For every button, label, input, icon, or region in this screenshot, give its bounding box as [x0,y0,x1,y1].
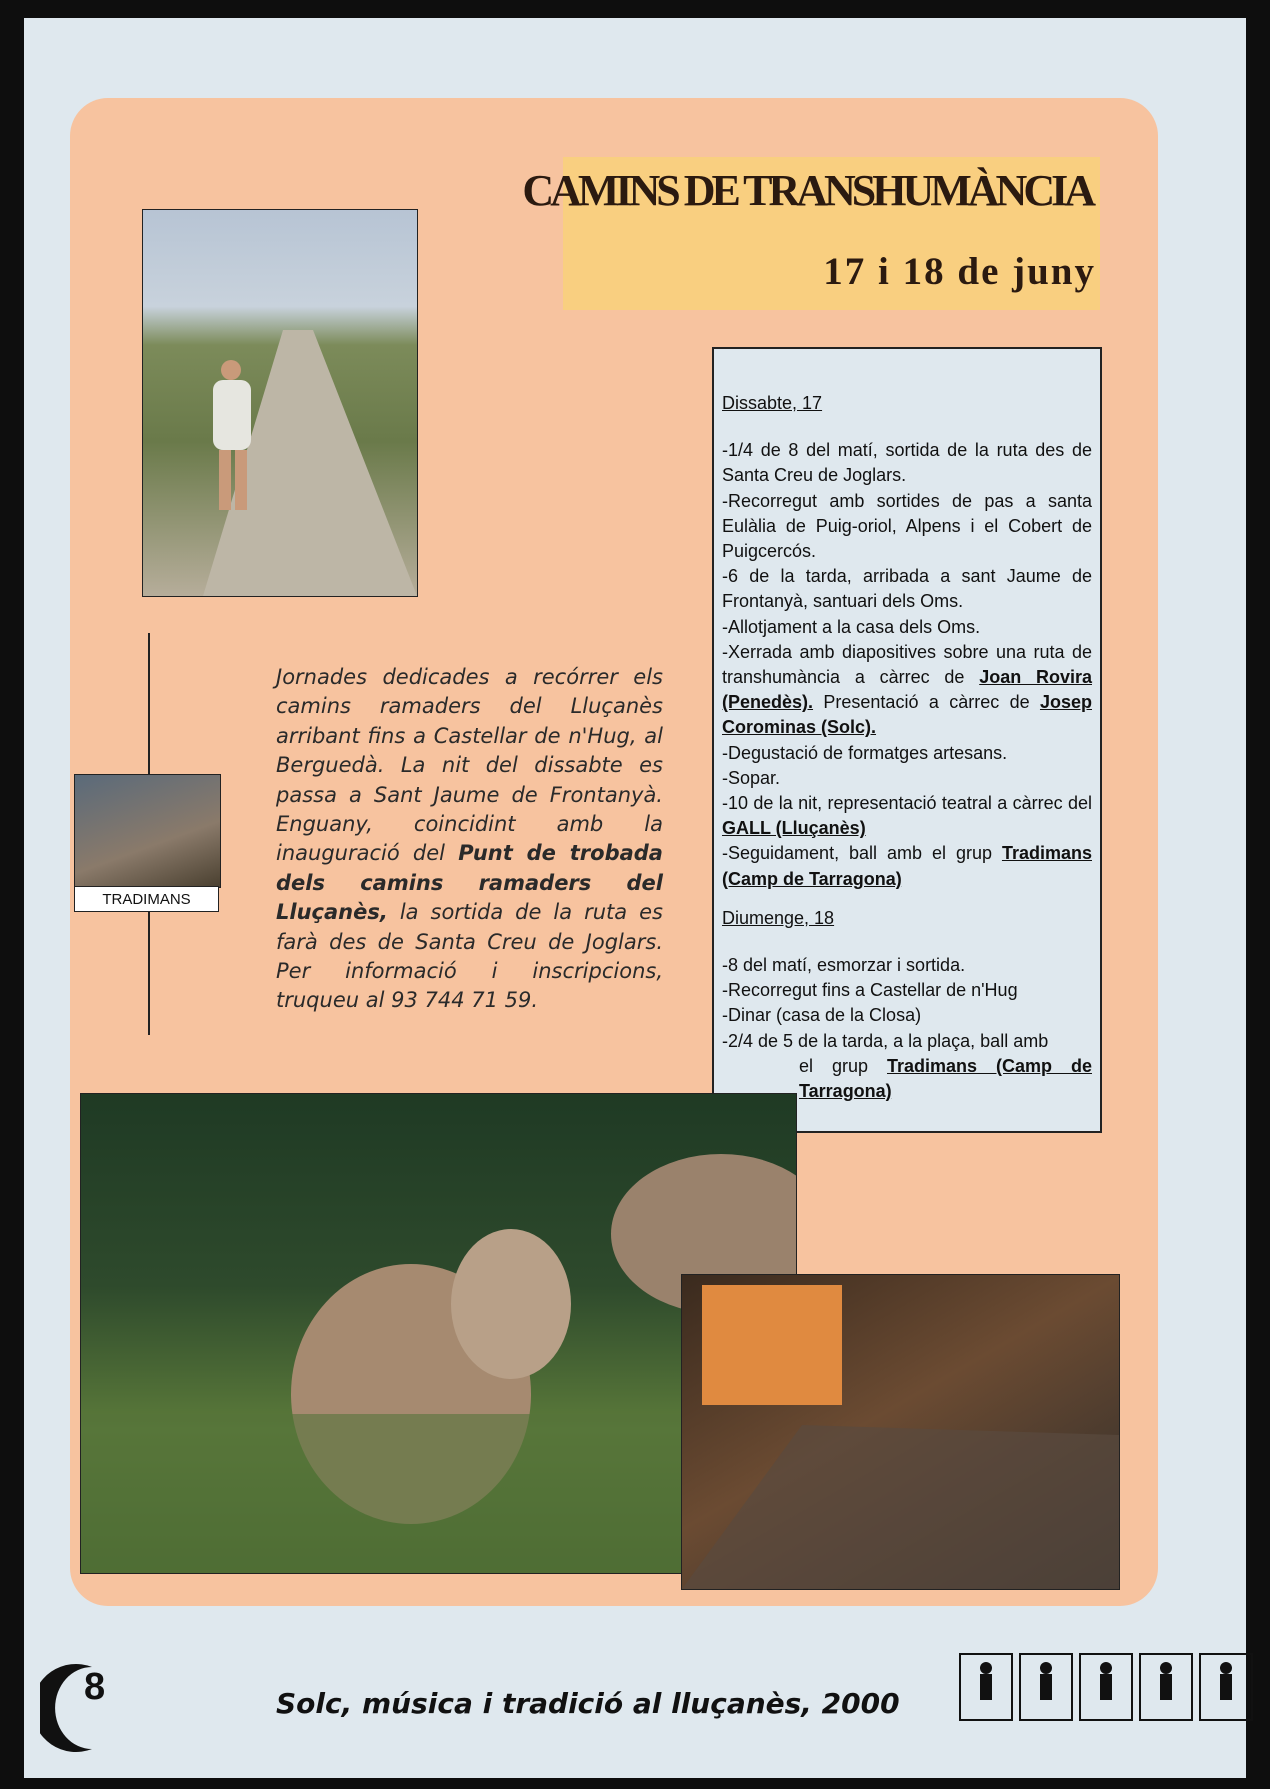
program-item: -Allotjament a la casa dels Oms. [722,616,981,637]
program-item: -1/4 de 8 del matí, sortida de la ruta des de Santa Creu de Joglars. [722,440,1092,486]
group-name: GALL (Lluçanès) [722,818,866,839]
program-item [722,841,1092,891]
program-item [722,640,1092,741]
spacer [722,892,1092,906]
hiker-photo [142,209,418,597]
tradimans-photo [74,774,221,888]
sunday-heading: Diumenge, 18 [722,907,835,928]
item-text: Presentació a càrrec de [813,692,1040,713]
program-item: -Sopar. [722,767,781,788]
intro-highlight: Punt de trobada dels camins ramaders del Lluçanès, [276,841,663,925]
dance-illustration [682,1275,1119,1589]
hiker-illustration [143,210,417,596]
photo-caption: TRADIMANS [74,886,219,912]
presenter-name: Josep Corominas (Solc). [722,692,1092,738]
program-item: -Recorregut fins a Castellar de n'Hug [722,980,1018,1001]
title-box [522,157,1100,310]
footer-title: Solc, música i tradició al lluçanès, 2000 [276,1687,900,1720]
intro-text [276,663,663,1016]
speaker-name: Joan Rovira (Penedès). [722,667,1092,713]
group-name: Tradimans (Camp de Tarragona) [799,1055,1092,1102]
program-item: -Recorregut amb sortides de pas a santa Eulàlia de Puig-oriol, Alpens i el Cobert de Puigcercós. [722,490,1092,562]
item-text: -10 de la nit, representació teatral a càrrec del [722,793,1092,814]
program-item [722,791,1092,841]
group-name: Tradimans (Camp de Tarragona) [722,843,1092,889]
page-title: CAMINS DE TRANSHUMÀNCIA [522,166,1092,215]
intro-part2: la sortida de la ruta es farà des de Santa Creu de Joglars. Per informació i inscripcions, truqueu al 93 744 71 59. [276,900,663,1013]
dance-photo [681,1274,1120,1590]
program-item: -Dinar (casa de la Closa) [722,1005,922,1026]
program-box [712,347,1102,1133]
intro-part1: Jornades dedicades a recórrer els camins ramaders del Lluçanès arribant fins a Castellar de n'Hug, al Berguedà. La nit del dissabte es passa a Sant Jaume de Frontanyà. Enguany, coincidint amb la inauguració del [276,665,663,866]
dancer-figures-icon [958,1652,1258,1724]
program-item: -8 del matí, esmorzar i sortida. [722,955,966,976]
item-text: el grup [799,1055,887,1076]
program-item: -6 de la tarda, arribada a sant Jaume de Frontanyà, santuari dels Oms. [722,566,1092,612]
saturday-heading: Dissabte, 17 [722,393,823,413]
item-text: -Seguidament, ball amb el grup [722,843,1002,864]
page-number: 8 [84,1666,106,1708]
event-date: 17 i 18 de juny [823,250,1096,293]
program-item: -2/4 de 5 de la tarda, a la plaça, ball amb [722,1030,1049,1051]
program-item: -Degustació de formatges artesans. [722,742,1008,763]
item-text: -Xerrada amb diapositives sobre una ruta de transhumància a càrrec de [722,641,1092,688]
